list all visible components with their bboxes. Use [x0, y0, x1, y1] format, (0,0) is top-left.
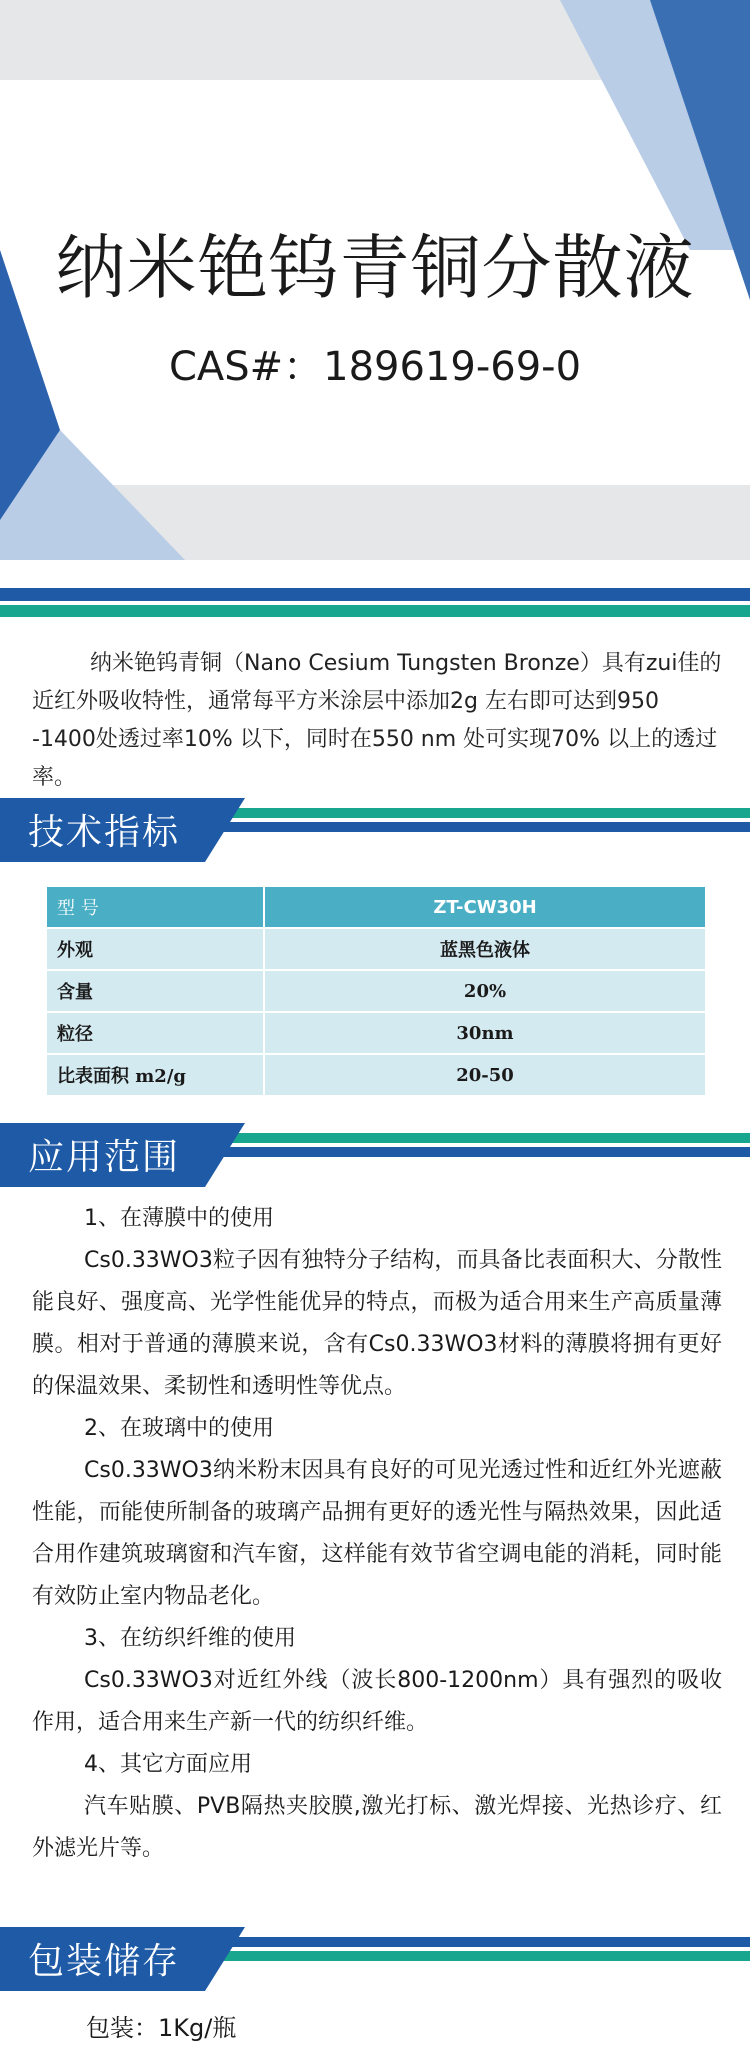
spec-table [45, 885, 707, 1097]
application-heading-textile: 3、在纺织纤维的使用 [84, 1626, 296, 1651]
table-cell-value: 20-50 [264, 1054, 706, 1096]
application-text-other: 汽车贴膜、PVB隔热夹胶膜,激光打标、激光焊接、光热诊疗、红外滤光片等。 [32, 1794, 722, 1861]
application-text-film: Cs0.33WO3粒子因有独特分子结构，而具备比表面积大、分散性能良好、强度高、光学性能优异的特点，而极为适合用来生产高质量薄膜。相对于普通的薄膜来说，含有Cs0.33WO3材料的薄膜将拥有更好的保温效果、柔韧性和透明性等优点。 [32, 1248, 722, 1399]
product-title: 纳米铯钨青铜分散液 [55, 227, 695, 309]
section-title-applications: 应用范围 [28, 1137, 181, 1178]
table-row [46, 970, 706, 1012]
applications-content [32, 1198, 722, 1870]
table-header-row [46, 886, 706, 928]
application-heading-glass: 2、在玻璃中的使用 [84, 1416, 274, 1441]
table-header-label: 型 号 [46, 886, 264, 928]
header-banner [0, 0, 750, 575]
table-cell-label: 比表面积 m2/g [46, 1054, 264, 1096]
intro-paragraph: 纳米铯钨青铜（Nano Cesium Tungsten Bronze）具有zui佳的近红外吸收特性，通常每平方米涂层中添加2g 左右即可达到950 -1400处透过率10% 以下，同时在550 nm 处可实现70% 以上的透过率。 [32, 651, 722, 790]
section-title-spec: 技术指标 [28, 812, 181, 853]
table-header-value: ZT-CW30H [264, 886, 706, 928]
table-cell-label: 含量 [46, 970, 264, 1012]
application-heading-other: 4、其它方面应用 [84, 1752, 252, 1777]
cas-number: CAS#：189619-69-0 [168, 344, 582, 390]
table-cell-label: 外观 [46, 928, 264, 970]
application-heading-film: 1、在薄膜中的使用 [84, 1206, 274, 1231]
table-cell-value: 30nm [264, 1012, 706, 1054]
section-header-spec [0, 796, 750, 864]
application-text-glass: Cs0.33WO3纳米粉末因具有良好的可见光透过性和近红外光遮蔽性能，而能使所制备的玻璃产品拥有更好的透光性与隔热效果，因此适合用作建筑玻璃窗和汽车窗，这样能有效节省空调电能的消耗，同时能有效防止室内物品老化。 [32, 1458, 722, 1609]
section-title-packaging: 包装储存 [28, 1941, 181, 1982]
table-cell-value: 蓝黑色液体 [264, 928, 706, 970]
section-header-applications [0, 1121, 750, 1189]
table-row [46, 1054, 706, 1096]
table-row [46, 928, 706, 970]
packaging-text: 包装：1Kg/瓶 [86, 2014, 237, 2042]
divider-stripe-teal [0, 605, 750, 617]
table-row [46, 1012, 706, 1054]
section-header-packaging [0, 1925, 750, 1993]
table-cell-value: 20% [264, 970, 706, 1012]
table-cell-label: 粒径 [46, 1012, 264, 1054]
divider-stripe-blue [0, 588, 750, 601]
application-text-textile: Cs0.33WO3对近红外线（波长800-1200nm）具有强烈的吸收作用，适合用来生产新一代的纺织纤维。 [32, 1668, 722, 1735]
